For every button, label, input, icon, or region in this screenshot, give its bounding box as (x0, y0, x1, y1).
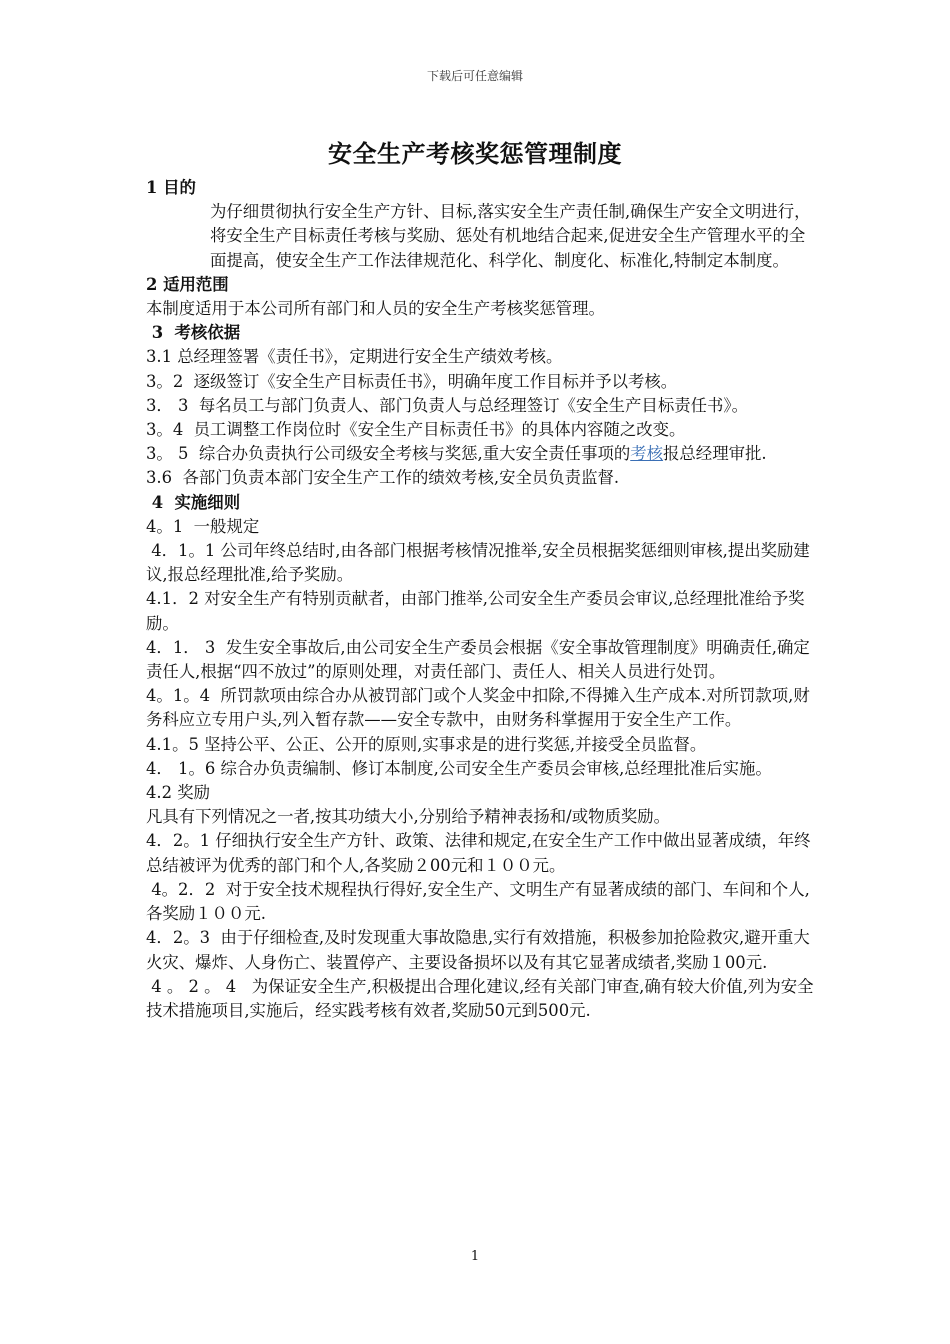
clause: 4.1。5 坚持公平、公正、公开的原则,实事求是的进行奖惩,并接受全员监督。 (146, 734, 707, 754)
clause (146, 442, 816, 466)
section-heading-scope: 2 适用范围 (146, 274, 229, 294)
clause: 3。4 员工调整工作岗位时《安全生产目标责任书》的具体内容随之改变。 (146, 420, 686, 440)
clause: 3.1 总经理签署《责任书》，定期进行安全生产绩效考核。 (146, 347, 563, 367)
page-number: 1 (470, 1249, 480, 1264)
document-title: 安全生产考核奖惩管理制度 (328, 139, 622, 168)
clause-text: 3。 5 综合办负责执行公司级安全考核与奖惩,重大安全责任事项的 (146, 444, 631, 464)
clause: 4．2。3 由于仔细检查,及时发现重大事故隐患,实行有效措施，积极参加抢险救灾,避开重大火灾、爆炸、人身伤亡、装置停产、主要设备损坏以及有其它显著成绩者,奖励１00元. (146, 928, 810, 972)
clause: 4．2。1 仔细执行安全生产方针、政策、法律和规定,在安全生产工作中做出显著成绩，年终总结被评为优秀的部门和个人,各奖励２00元和１００元。 (146, 831, 811, 875)
clause: 4．1。1 公司年终总结时,由各部门根据考核情况推举,安全员根据奖惩细则审核,提出奖励建议,报总经理批准,给予奖励。 (146, 541, 810, 585)
section-heading-basis: 3 考核依据 (146, 323, 241, 343)
paragraph: 本制度适用于本公司所有部门和人员的安全生产考核奖惩管理。 (146, 299, 605, 319)
paragraph: 为仔细贯彻执行安全生产方针、目标,落实安全生产责任制,确保生产安全文明进行，将安全生产目标责任考核与奖励、惩处有机地结合起来,促进安全生产管理水平的全面提高，使安全生产工作法律规范化、科学化、制度化、标准化,特制定本制度。 (210, 202, 811, 270)
clause: 4.1．2 对安全生产有特别贡献者，由部门推举,公司安全生产委员会审议,总经理批准给予奖励。 (146, 589, 805, 633)
subsection-heading: 4.2 奖励 (146, 783, 211, 803)
document-body (146, 176, 816, 1023)
clause: 3． 3 每名员工与部门负责人、部门负责人与总经理签订《安全生产目标责任书》。 (146, 395, 748, 415)
page-header: 下载后可任意编辑 (426, 69, 523, 83)
clause: 3。2 逐级签订《安全生产目标责任书》，明确年度工作目标并予以考核。 (146, 371, 678, 391)
clause: 4 。 2 。 4 为保证安全生产,积极提出合理化建议,经有关部门审查,确有较大价值,列为安全技术措施项目,实施后，经实践考核有效者,奖励50元到500元. (146, 976, 814, 1020)
clause: 4。2．2 对于安全技术规程执行得好,安全生产、文明生产有显著成绩的部门、车间和个人,各奖励１００元. (146, 879, 810, 924)
subsection-heading: 4。1 一般规定 (146, 516, 260, 536)
clause: 4．1． 3 发生安全事故后,由公司安全生产委员会根据《安全事故管理制度》明确责任,确定责任人,根据“四不放过”的原则处理，对责任部门、责任人、相关人员进行处罚。 (146, 637, 810, 682)
clause: 4。1。4 所罚款项由综合办从被罚部门或个人奖金中扣除,不得摊入生产成本.对所罚款项,财务科应立专用户头,列入暂存款——安全专款中，由财务科掌握用于安全生产工作。 (146, 686, 810, 730)
clause: 3.6 各部门负责本部门安全生产工作的绩效考核,安全员负责监督. (146, 468, 620, 488)
paragraph: 凡具有下列情况之一者,按其功绩大小,分别给予精神表扬和/或物质奖励。 (146, 807, 671, 827)
clause: 4． 1。6 综合办负责编制、修订本制度,公司安全生产委员会审核,总经理批准后实施。 (146, 758, 772, 778)
section-heading-rules: 4 实施细则 (146, 492, 241, 512)
assessment-link[interactable]: 考核 (630, 444, 664, 464)
section-heading-purpose: 1 目的 (146, 178, 196, 197)
clause-text: 报总经理审批. (663, 444, 767, 464)
